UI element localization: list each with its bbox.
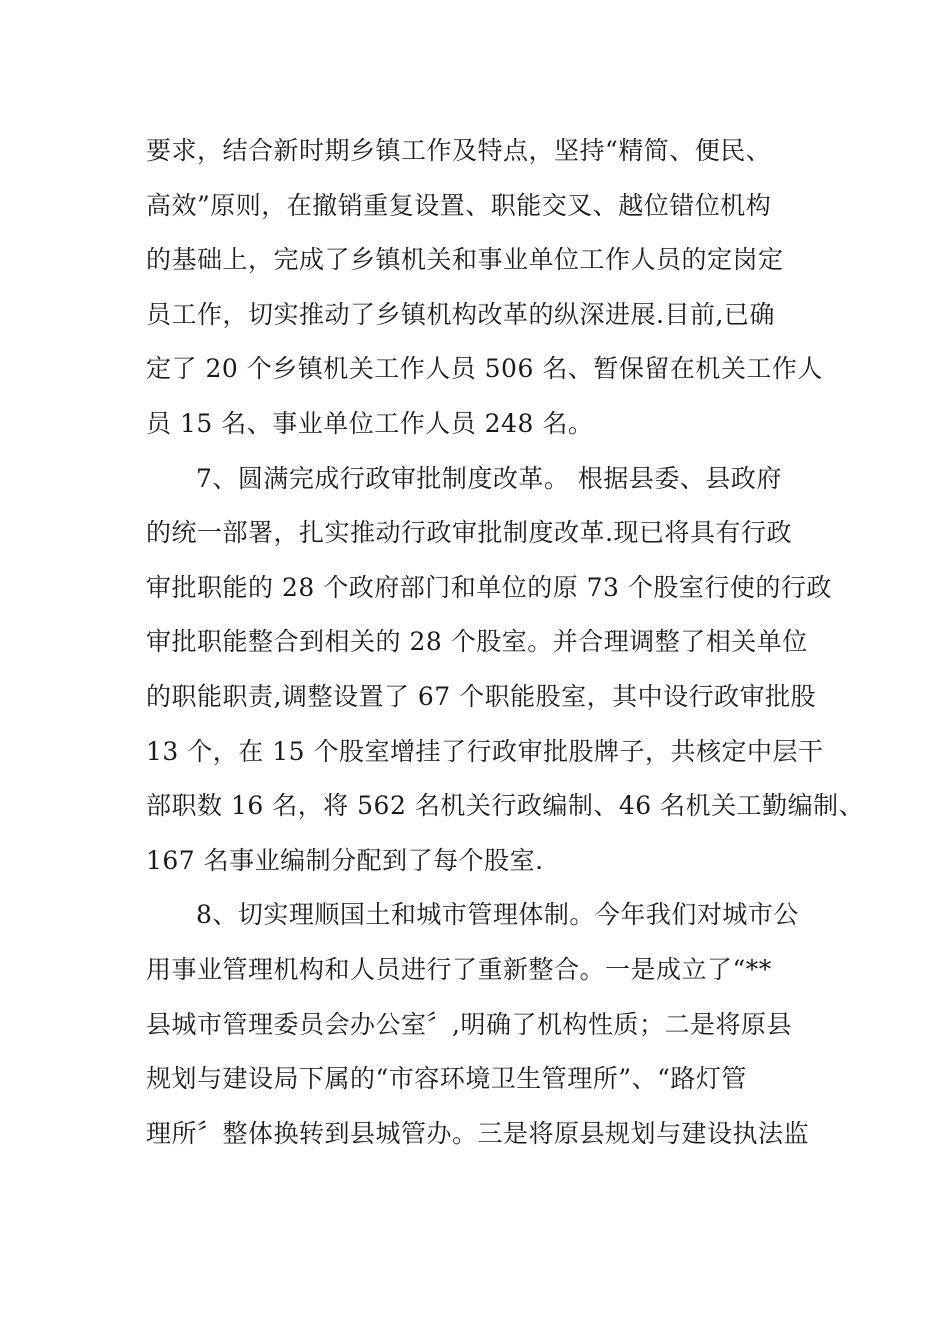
text-line-17: 县城市管理委员会办公室〞,明确了机构性质；二是将原县 — [146, 1009, 792, 1039]
text-line-14: 167 名事业编制分配到了每个股室. — [146, 845, 544, 875]
text-line-3: 的基础上，完成了乡镇机关和事业单位工作人员的定岗定 — [146, 245, 784, 275]
text-line-11: 的职能职责,调整设置了 67 个职能股室，其中设行政审批股 — [146, 681, 817, 711]
text-line-5: 定了 20 个乡镇机关工作人员 506 名、暂保留在机关工作人 — [146, 354, 823, 384]
text-line-16: 用事业管理机构和人员进行了重新整合。一是成立了“** — [146, 954, 772, 984]
text-line-8: 的统一部署，扎实推动行政审批制度改革.现已将具有行政 — [146, 518, 792, 548]
text-line-1: 要求，结合新时期乡镇工作及特点，坚持“精简、便民、 — [146, 136, 772, 165]
text-line-9: 审批职能的 28 个政府部门和单位的原 73 个股室行使的行政 — [146, 572, 832, 602]
text-line-7: 7、圆满完成行政审批制度改革。 根据县委、县政府 — [196, 463, 782, 493]
text-line-12: 13 个，在 15 个股室增挂了行政审批股牌子，共核定中层干 — [146, 736, 824, 766]
text-line-4: 员工作，切实推动了乡镇机构改革的纵深进展.目前,已确 — [146, 299, 775, 329]
text-line-10: 审批职能整合到相关的 28 个股室。并合理调整了相关单位 — [146, 627, 808, 657]
text-line-19: 理所〞整体换转到县城管办。三是将原县规划与建设执法监 — [146, 1118, 810, 1148]
text-line-18: 规划与建设局下属的“市容环境卫生管理所”、“路灯管 — [146, 1064, 747, 1094]
text-line-2: 高效”原则，在撤销重复设置、职能交叉、越位错位机构 — [146, 190, 772, 220]
text-line-15: 8、切实理顺国土和城市管理体制。今年我们对城市公 — [196, 900, 799, 930]
body-text — [146, 124, 865, 1161]
text-line-6: 员 15 名、事业单位工作人员 248 名。 — [146, 408, 594, 438]
text-line-13: 部职数 16 名，将 562 名机关行政编制、46 名机关工勤编制、 — [146, 791, 865, 821]
